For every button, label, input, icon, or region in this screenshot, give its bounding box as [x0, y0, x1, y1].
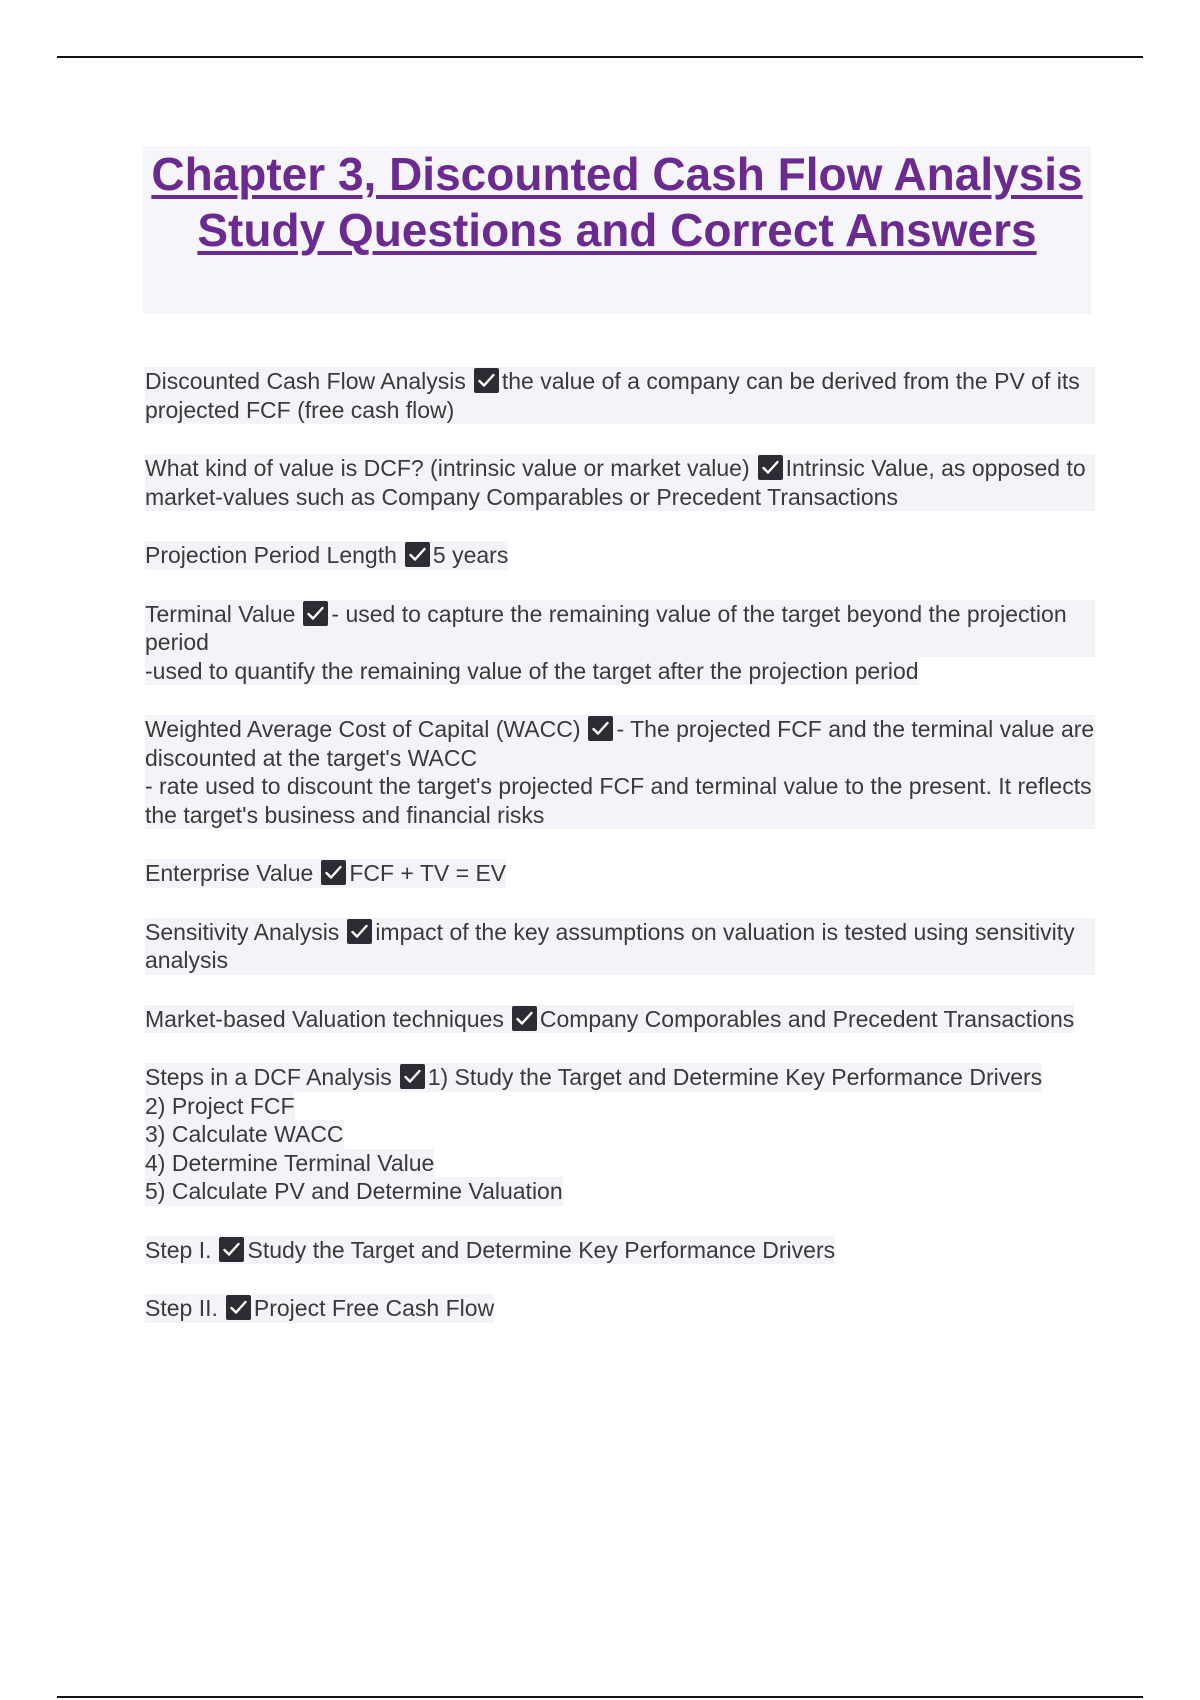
- qa-term: Steps in a DCF Analysis: [145, 1064, 392, 1090]
- qa-first-line: [145, 1063, 1042, 1092]
- qa-answer-line: Company Comporables and Precedent Transactions: [539, 1005, 1075, 1032]
- check-box-icon: [226, 1295, 251, 1320]
- qa-answer-line: impact of the key assumptions on valuation is tested using sensitivity analysis: [145, 918, 1075, 973]
- check-box-icon: [400, 1064, 425, 1089]
- qa-item: [145, 541, 1095, 570]
- qa-answer-line: 5 years: [432, 542, 509, 568]
- qa-answer-line: 4) Determine Terminal Value: [145, 1149, 435, 1176]
- check-box-icon: [512, 1006, 537, 1031]
- qa-first-line: [145, 367, 1095, 424]
- bottom-rule: [57, 1696, 1143, 1698]
- qa-first-line: [145, 1236, 835, 1265]
- qa-answer-line: 1) Study the Target and Determine Key Performance Drivers: [427, 1064, 1043, 1090]
- qa-answer-line: Intrinsic Value, as opposed to market-values such as Company Comparables or Precedent Transactions: [145, 455, 1086, 510]
- qa-item: [145, 859, 1095, 888]
- qa-list: [145, 367, 1095, 1353]
- qa-answer-line: 2) Project FCF: [145, 1092, 295, 1119]
- check-box-icon: [588, 716, 613, 741]
- top-rule: [57, 56, 1143, 58]
- qa-first-line: [145, 1294, 494, 1323]
- qa-answer-line: Study the Target and Determine Key Performance Drivers: [247, 1236, 836, 1263]
- qa-item: [145, 1063, 1095, 1206]
- check-box-icon: [347, 919, 372, 944]
- qa-term: Discounted Cash Flow Analysis: [145, 368, 466, 394]
- check-box-icon: [321, 860, 346, 885]
- qa-answer-line: Project Free Cash Flow: [253, 1295, 495, 1321]
- qa-first-line: [145, 600, 1095, 657]
- qa-item: [145, 367, 1095, 424]
- qa-first-line: [145, 541, 508, 570]
- document-title: Chapter 3, Discounted Cash Flow Analysis Study Questions and Correct Answers: [151, 148, 1083, 256]
- check-box-icon: [219, 1237, 244, 1262]
- qa-answer-line: FCF + TV = EV: [349, 860, 507, 886]
- qa-term: Enterprise Value: [145, 860, 314, 886]
- qa-item: [145, 454, 1095, 511]
- check-box-icon: [405, 542, 430, 567]
- qa-answer-line: - used to capture the remaining value of the target beyond the projection period: [145, 600, 1067, 655]
- qa-answer-line: -used to quantify the remaining value of the target after the projection period: [145, 657, 919, 684]
- qa-first-line: [145, 918, 1095, 975]
- qa-item: [145, 1005, 1095, 1034]
- qa-item: [145, 918, 1095, 975]
- check-box-icon: [303, 601, 328, 626]
- check-box-icon: [474, 368, 499, 393]
- qa-term: Weighted Average Cost of Capital (WACC): [145, 716, 581, 742]
- qa-item: [145, 1294, 1095, 1323]
- qa-first-line: [145, 1005, 1074, 1034]
- qa-item: [145, 1236, 1095, 1265]
- qa-answer-line: the value of a company can be derived from the PV of its projected FCF (free cash flow): [145, 368, 1080, 423]
- title-box: [143, 146, 1091, 314]
- qa-term: Terminal Value: [145, 600, 296, 627]
- qa-term: Market-based Valuation techniques: [145, 1005, 504, 1032]
- qa-item: [145, 715, 1095, 829]
- qa-answer-line: - rate used to discount the target's projected FCF and terminal value to the present. It reflects the target's business and financial risks: [145, 772, 1095, 829]
- qa-item: [145, 600, 1095, 686]
- qa-answer-line: 3) Calculate WACC: [145, 1121, 344, 1147]
- qa-term: Projection Period Length: [145, 542, 397, 568]
- qa-answer-line: - The projected FCF and the terminal value are discounted at the target's WACC: [145, 716, 1095, 771]
- qa-first-line: [145, 859, 506, 888]
- qa-first-line: [145, 454, 1095, 511]
- qa-first-line: [145, 715, 1095, 772]
- check-box-icon: [758, 455, 783, 480]
- qa-term: Step I.: [145, 1236, 212, 1263]
- qa-term: What kind of value is DCF? (intrinsic value or market value): [145, 455, 750, 481]
- qa-answer-line: 5) Calculate PV and Determine Valuation: [145, 1178, 563, 1204]
- qa-term: Step II.: [145, 1295, 218, 1321]
- qa-term: Sensitivity Analysis: [145, 918, 340, 945]
